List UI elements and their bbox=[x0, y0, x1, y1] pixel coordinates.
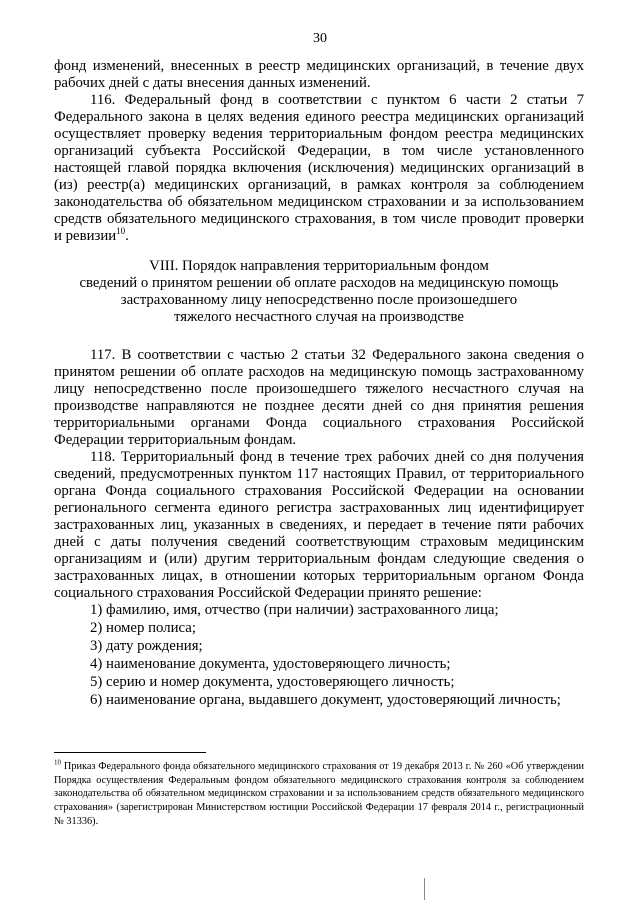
list-item: 4) наименование документа, удостоверяющего личность; bbox=[90, 656, 451, 672]
scan-margin-mark bbox=[424, 878, 425, 900]
paragraph-115-continuation: фонд изменений, внесенных в реестр медицинских организаций, в течение двух рабочих дней с даты внесения данных изменений. bbox=[54, 58, 584, 91]
section-heading-line: тяжелого несчастного случая на производстве bbox=[174, 309, 464, 325]
page-number: 30 bbox=[313, 31, 327, 46]
footnote bbox=[54, 760, 584, 829]
list-item: 5) серию и номер документа, удостоверяющего личность; bbox=[90, 674, 455, 690]
footnote-reference[interactable]: 10 bbox=[116, 226, 126, 237]
paragraph-117: 117. В соответствии с частью 2 статьи 32 Федерального закона сведения о принятом решении об оплате расходов на медицинскую помощь застрахованному лицу непосредственно после произошедшего тяжелого несчастного случая на производстве направляются не позднее десяти дней со дня принятия решения территориальными органами Фонда социального страхования Российской Федерации территориальным фондам. bbox=[54, 347, 584, 448]
footnote-text: Приказ Федерального фонда обязательного медицинского страхования от 19 декабря 2013 г. № 260 «Об утверждении Порядка осуществления Федеральным фондом обязательного медицинского страхования контроля за соблюдением законодательства об обязательном медицинском страховании и за использованием средств обязательного медицинского страхования» (зарегистрирован Министерством юстиции Российской Федерации 17 февраля 2014 г., регистрационный № 31336). bbox=[54, 761, 584, 827]
list-item: 2) номер полиса; bbox=[90, 620, 196, 636]
info-list bbox=[54, 602, 584, 709]
list-item: 1) фамилию, имя, отчество (при наличии) застрахованного лица; bbox=[90, 602, 499, 618]
section-heading-line: сведений о принятом решении об оплате расходов на медицинскую помощь bbox=[79, 275, 559, 291]
paragraph-116-text: 116. Федеральный фонд в соответствии с пунктом 6 части 2 статьи 7 Федерального закона в целях ведения единого реестра медицинских организаций осуществляет проверку ведения территориальным фондом реестра медицинских организаций субъекта Российской Федерации, в том числе установленного настоящей главой порядка включения (исключения) медицинских организаций в (из) реестр(а) медицинских организаций, в рамках контроля за соблюдением законодательства об обязательном медицинском страховании и за использованием средств обязательного медицинского страхования, в том числе проводит проверки и ревизии bbox=[54, 92, 584, 244]
paragraph-116: 116. Федеральный фонд в соответствии с пунктом 6 части 2 статьи 7 Федерального закона в целях ведения единого реестра медицинских организаций осуществляет проверку ведения территориальным фондом реестра медицинских организаций субъекта Российской Федерации, в том числе установленного настоящей главой порядка включения (исключения) медицинских организаций в (из) реестр(а) медицинских организаций, в рамках контроля за соблюдением законодательства об обязательном медицинском страховании и за использованием средств обязательного медицинского страхования, в том числе проводит проверки и ревизии$^{10}$. bbox=[54, 92, 584, 244]
section-heading-viii bbox=[54, 258, 584, 326]
document-body bbox=[54, 58, 584, 710]
list-item: 6) наименование органа, выдавшего документ, удостоверяющий личность; bbox=[90, 692, 561, 708]
section-heading-line: застрахованному лицу непосредственно после произошедшего bbox=[120, 292, 518, 308]
footnote-divider bbox=[54, 752, 206, 753]
list-item: 3) дату рождения; bbox=[90, 638, 203, 654]
paragraph-118: 118. Территориальный фонд в течение трех рабочих дней со дня получения сведений, предусмотренных пунктом 117 настоящих Правил, от территориального органа Фонда социального страхования Российской Федерации на основании регионального сегмента единого регистра застрахованных лиц идентифицирует застрахованных лиц, указанных в сведениях, и передает в течение пяти рабочих дней с даты получения сведений соответствующим страховым медицинским организациям и (или) другим территориальным фондам следующие сведения о застрахованных лицах, в отношении которых территориальным органом Фонда социального страхования Российской Федерации принято решение: bbox=[54, 449, 584, 601]
section-heading-line: VIII. Порядок направления территориальным фондом bbox=[149, 258, 489, 274]
footnote-marker: 10 bbox=[54, 758, 61, 767]
